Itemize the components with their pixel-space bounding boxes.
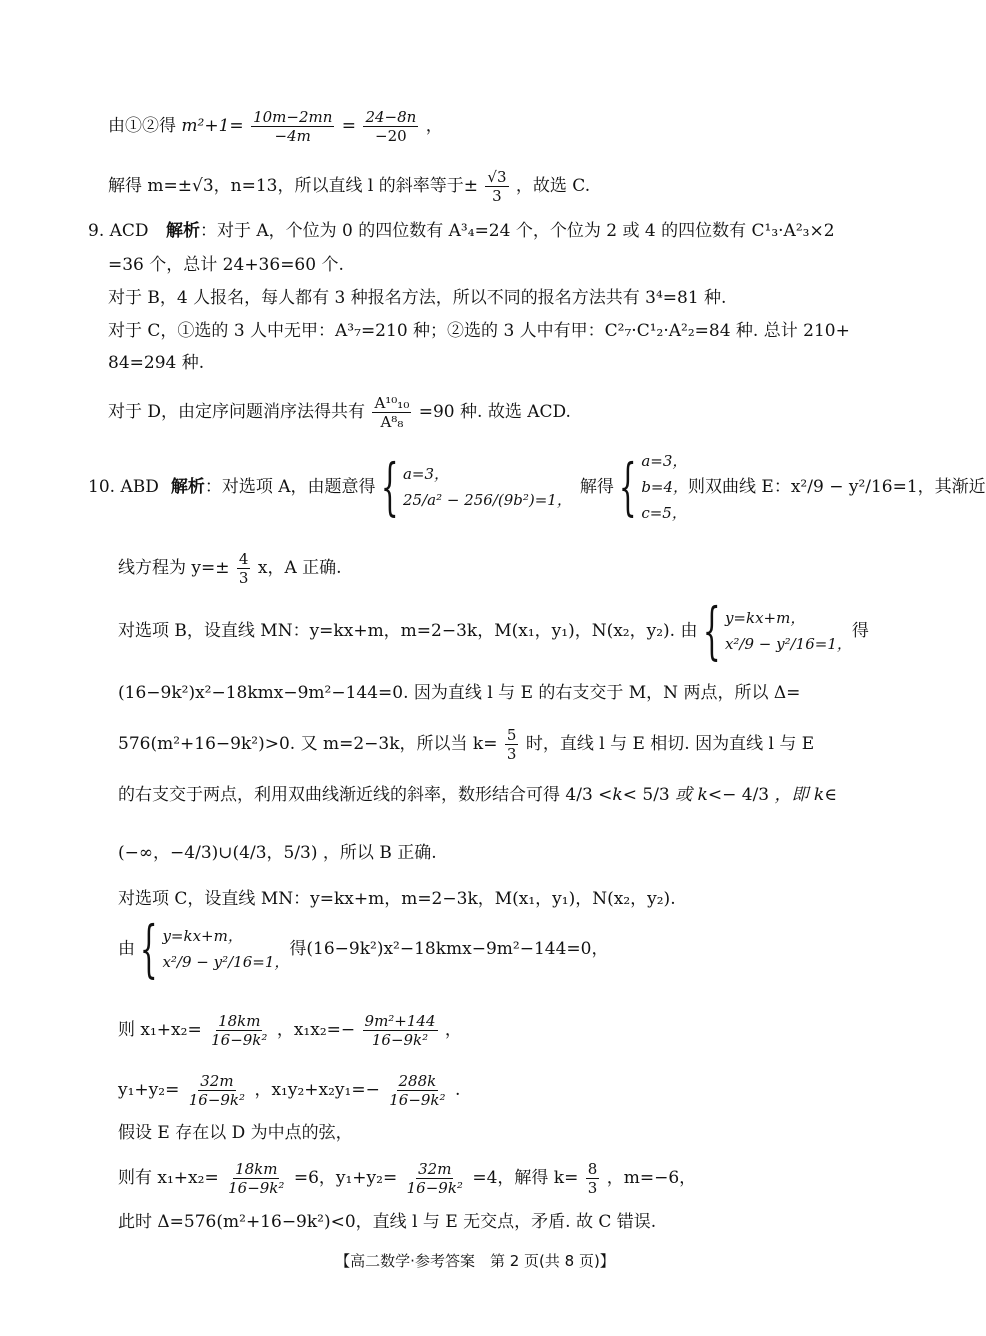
fraction: $\frac{4}{3}$ <box>238 550 249 587</box>
equation-system: { a=3， 25/a² − 256/(9b²)=1， <box>380 450 572 523</box>
fraction: $\frac{18km}{\text{16−9k²}}$ <box>211 1012 268 1049</box>
fraction: $\frac{24-8n}{-20}$ <box>365 108 417 145</box>
q10-line-11: y₁+y₂= $\frac{32m}{\text{16−9k²}}$ ，x₁y₂+x₂y₁=− $\frac{288k}{\text{16−9k²}}$ . <box>118 1072 461 1109</box>
equation-system: { y=kx+m， x²/9 − y²/16=1， <box>702 594 852 667</box>
q10-line-4: (16−9k²)x²−18kmx−9m²−144=0. 因为直线 l 与 E 的右支交于 M，N 两点，所以 Δ= <box>118 683 801 703</box>
q10-line-6: 的右支交于两点，利用双曲线渐近线的斜率，数形结合可得 4/3 <k< 5/3 或 k<− 4/3 ，即 k∈ <box>118 785 837 805</box>
page-footer: 【高二数学·参考答案 第 2 页(共 8 页)】 <box>335 1252 615 1270</box>
q9-line-5: 84=294 种. <box>108 353 205 373</box>
fraction: $\frac{8}{3}$ <box>587 1160 598 1197</box>
analysis-label: 解析 <box>165 221 200 241</box>
q10-line-14: 此时 Δ=576(m²+16−9k²)<0，直线 l 与 E 无交点，矛盾. 故 C 错误. <box>118 1212 657 1232</box>
q10-line-5: 576(m²+16−9k²)>0. 又 m=2−3k，所以当 k= $\frac{5}{3}$ 时，直线 l 与 E 相切. 因为直线 l 与 E <box>118 726 815 763</box>
fraction: $\frac{32m}{\text{16−9k²}}$ <box>406 1160 463 1197</box>
fraction: $\frac{32m}{\text{16−9k²}}$ <box>188 1072 246 1109</box>
q9-line-4: 对于 C，①选的 3 人中无甲：A³₇=210 种；②选的 3 人中有甲：C²₇·C¹₂·A²₂=84 种. 总计 210+ <box>108 321 850 341</box>
fraction: $\frac{√3}{3}$ <box>487 168 507 205</box>
q10-line-10: 则 x₁+x₂= $\frac{18km}{\text{16−9k²}}$ ，x₁x₂=− $\frac{\text{9m²+144}}{\text{16−9k²}}$ ， <box>118 1012 462 1049</box>
q10-line-1: 10. ABD 解析 ：对选项 A，由题意得 { a=3， 25/a² − 256/(9b²)=1， 解得 { a=3， b=4， c=5， 则双曲线 E：x²/9 − y²/16=1，其渐近 <box>88 448 986 526</box>
q9-line-6: 对于 D，由定序问题消序法得共有 $\frac{\text{A¹⁰₁₀}}{\text{A⁸₈}}$ =90 种. 故选 ACD. <box>108 394 571 431</box>
q10-line-9: 由 { y=kx+m， x²/9 − y²/16=1， 得(16−9k²)x²−18kmx−9m²−144=0， <box>118 912 609 985</box>
q9-line-2: =36 个，总计 24+36=60 个. <box>108 255 344 275</box>
fraction: $\frac{288k}{\text{16−9k²}}$ <box>389 1072 446 1109</box>
q10-line-2: 线方程为 y=± $\frac{4}{3}$ x，A 正确. <box>118 550 342 587</box>
q9-line-3: 对于 B，4 人报名，每人都有 3 种报名方法，所以不同的报名方法共有 3⁴=81 种. <box>108 288 727 308</box>
text-line: 解得 m=±√3，n=13，所以直线 l 的斜率等于± $\frac{√3}{3}$ ，故选 C. <box>108 168 591 205</box>
equation-system: { y=kx+m， x²/9 − y²/16=1， <box>139 912 290 985</box>
fraction: $\frac{\text{A¹⁰₁₀}}{\text{A⁸₈}}$ <box>374 394 410 431</box>
q10-line-13: 则有 x₁+x₂= $\frac{18km}{\text{16−9k²}}$ =6，y₁+y₂= $\frac{32m}{\text{16−9k²}}$ =4，解得 k= $\frac{8}{3}$ ，m=−6， <box>118 1160 697 1197</box>
question-number: 9. ACD <box>88 221 149 241</box>
q10-line-3: 对选项 B，设直线 MN：y=kx+m，m=2−3k，M(x₁，y₁)，N(x₂，y₂). 由 { y=kx+m， x²/9 − y²/16=1， 得 <box>118 594 869 667</box>
q9-line-1: 9. ACD 解析：对于 A，个位为 0 的四位数有 A³₄=24 个，个位为 2 或 4 的四位数有 C¹₃·A²₃×2 <box>88 221 835 241</box>
q10-line-7: (−∞，−4/3)∪(4/3，5/3) ，所以 B 正确. <box>118 843 437 863</box>
q10-line-12: 假设 E 存在以 D 为中点的弦， <box>118 1123 353 1143</box>
analysis-label: 解析 <box>170 477 205 497</box>
equation-system: { a=3， b=4， c=5， <box>618 450 689 523</box>
fraction: $\frac{\text{9m²+144}}{\text{16−9k²}}$ <box>364 1012 436 1049</box>
question-number: 10. ABD <box>88 477 159 497</box>
text-line: 由①②得 m²+1= $\frac{10m-2mn}{-4m}$ = $\frac{24-8n}{-20}$ ， <box>108 108 443 145</box>
fraction: $\frac{5}{3}$ <box>506 726 517 763</box>
q10-line-8: 对选项 C，设直线 MN：y=kx+m，m=2−3k，M(x₁，y₁)，N(x₂，y₂). <box>118 889 676 909</box>
fraction: $\frac{18km}{\text{16−9k²}}$ <box>228 1160 285 1197</box>
fraction: $\frac{10m-2mn}{-4m}$ <box>253 108 333 145</box>
